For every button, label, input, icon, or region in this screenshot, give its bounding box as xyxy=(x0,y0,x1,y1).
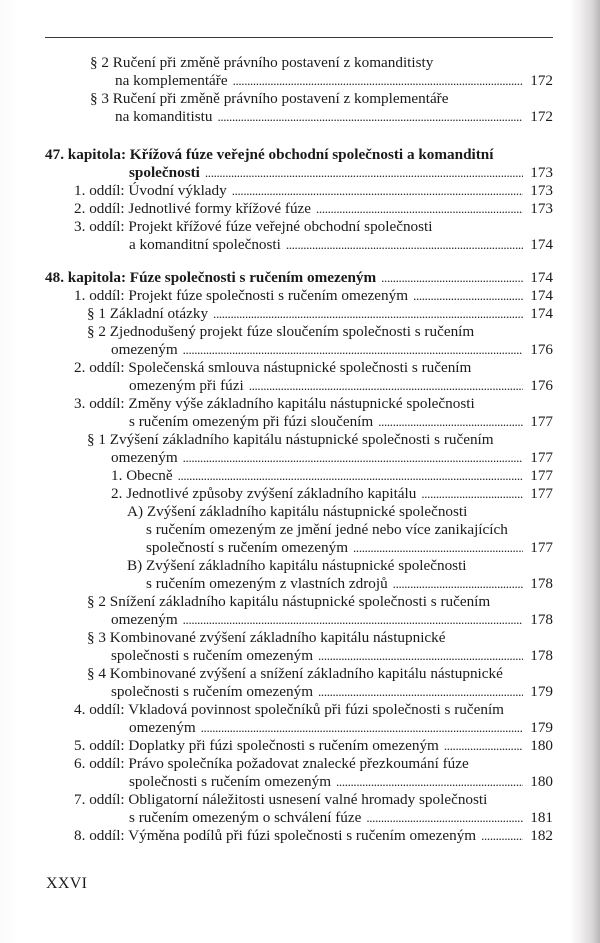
page-number: 179 xyxy=(530,683,553,700)
toc-entry: na komanditistu . . . 172 xyxy=(115,107,553,127)
toc-entry: omezeným . . . 179 xyxy=(129,718,553,738)
leader-dots xyxy=(318,682,523,702)
toc-entry: společnosti s ručením omezeným . . . 180 xyxy=(129,772,553,792)
page-number: 174 xyxy=(530,236,553,253)
page-number-roman: XXVI xyxy=(46,875,88,892)
page-number: 174 xyxy=(530,287,553,304)
toc-entry: 5. oddíl: Doplatky při fúzi společnosti s ručením omezeným . . . 180 xyxy=(74,736,553,756)
header-rule xyxy=(45,37,553,38)
page-number: 174 xyxy=(530,269,553,286)
leader-dots xyxy=(178,466,523,486)
page-number: 181 xyxy=(530,809,553,826)
toc-entry: § 3 Kombinované zvýšení základního kapitálu nástupnické xyxy=(87,629,446,646)
toc-entry: 1. oddíl: Úvodní výklady . . . 173 xyxy=(74,181,553,201)
page-number: 173 xyxy=(530,182,553,199)
page-number: 178 xyxy=(530,647,553,664)
toc-chapter: 47. kapitola: Křížová fúze veřejné obchodní společnosti a komanditní xyxy=(45,146,494,163)
leader-dots xyxy=(205,163,523,183)
leader-dots xyxy=(249,376,523,396)
toc-entry: 3. oddíl: Projekt křížové fúze veřejné obchodní společnosti xyxy=(74,218,433,235)
toc-entry: § 2 Zjednodušený projekt fúze sloučením společnosti s ručením xyxy=(87,323,475,340)
leader-dots xyxy=(421,484,523,504)
toc-entry: 2. Jednotlivé způsoby zvýšení základního kapitálu . . . 177 xyxy=(111,484,553,504)
page-number: 177 xyxy=(530,467,553,484)
toc-entry: § 1 Zvýšení základního kapitálu nástupnické společnosti s ručením xyxy=(87,431,494,448)
leader-dots xyxy=(444,736,523,756)
toc-entry: 3. oddíl: Změny výše základního kapitálu nástupnické společnosti xyxy=(74,395,475,412)
leader-dots xyxy=(318,646,523,666)
toc-entry: A) Zvýšení základního kapitálu nástupnické společnosti xyxy=(127,503,468,520)
leader-dots xyxy=(183,448,523,468)
page-number: 178 xyxy=(530,611,553,628)
leader-dots xyxy=(233,71,523,91)
leader-dots xyxy=(286,235,523,255)
leader-dots xyxy=(393,574,523,594)
toc-entry: 2. oddíl: Jednotlivé formy křížové fúze . . . 173 xyxy=(74,199,553,219)
toc-entry: 8. oddíl: Výměna podílů při fúzi společnosti s ručením omezeným . . . 182 xyxy=(74,826,553,846)
page-number: 176 xyxy=(530,377,553,394)
page-number: 173 xyxy=(530,200,553,217)
leader-dots xyxy=(183,340,523,360)
toc-entry: § 4 Kombinované zvýšení a snížení základního kapitálu nástupnické xyxy=(87,665,503,682)
toc-entry: omezeným . . . 177 xyxy=(111,448,553,468)
leader-dots xyxy=(183,610,523,630)
page-number: 177 xyxy=(530,485,553,502)
leader-dots xyxy=(316,199,523,219)
toc-entry: a komanditní společnosti . . . 174 xyxy=(129,235,553,255)
toc-entry: 2. oddíl: Společenská smlouva nástupnické společnosti s ručením xyxy=(74,359,472,376)
toc-entry: společností s ručením omezeným . . . 177 xyxy=(146,538,553,558)
toc-entry: 1. oddíl: Projekt fúze společnosti s ručením omezeným . . . 174 xyxy=(74,286,553,306)
toc-entry: omezeným . . . 178 xyxy=(111,610,553,630)
page-number: 176 xyxy=(530,341,553,358)
page-number: 180 xyxy=(530,773,553,790)
toc-entry: § 3 Ručení při změně právního postavení z komplementáře xyxy=(90,90,449,107)
toc-entry: s ručením omezeným ze jmění jedné nebo více zanikajících xyxy=(146,521,508,538)
toc-entry: s ručením omezeným při fúzi sloučením . . . 177 xyxy=(129,412,553,432)
page-number: 172 xyxy=(530,72,553,89)
page-number: 179 xyxy=(530,719,553,736)
leader-dots xyxy=(481,826,523,846)
page-number: 172 xyxy=(530,108,553,125)
leader-dots xyxy=(381,268,523,288)
page-number: 177 xyxy=(530,539,553,556)
toc-entry: s ručením omezeným z vlastních zdrojů . . . 178 xyxy=(146,574,553,594)
page-number: 173 xyxy=(530,164,553,181)
toc-entry: § 1 Základní otázky . . . 174 xyxy=(87,304,553,324)
leader-dots xyxy=(201,718,523,738)
toc-entry: 4. oddíl: Vkladová povinnost společníků při fúzi společnosti s ručením xyxy=(74,701,504,718)
page-number: 180 xyxy=(530,737,553,754)
toc-entry: společnosti . . . 173 xyxy=(129,163,553,183)
toc-entry: 6. oddíl: Právo společníka požadovat znalecké přezkoumání fúze xyxy=(74,755,469,772)
toc-entry: 7. oddíl: Obligatorní náležitosti usnesení valné hromady společnosti xyxy=(74,791,488,808)
toc-entry: 1. Obecně . . . 177 xyxy=(111,466,553,486)
toc-entry: § 2 Snížení základního kapitálu nástupnické společnosti s ručením xyxy=(87,593,491,610)
toc-entry: omezeným při fúzi . . . 176 xyxy=(129,376,553,396)
toc-entry: s ručením omezeným o schválení fúze . . . 181 xyxy=(129,808,553,828)
toc-entry: B) Zvýšení základního kapitálu nástupnické společnosti xyxy=(127,557,467,574)
leader-dots xyxy=(232,181,523,201)
toc-chapter: 48. kapitola: Fúze společnosti s ručením omezeným . . . 174 xyxy=(45,268,553,288)
page-number: 178 xyxy=(530,575,553,592)
toc-entry: omezeným . . . 176 xyxy=(111,340,553,360)
toc-entry: společnosti s ručením omezeným . . . 178 xyxy=(111,646,553,666)
page-number: 177 xyxy=(530,413,553,430)
leader-dots xyxy=(353,538,523,558)
toc-entry: § 2 Ručení při změně právního postavení z komanditisty xyxy=(90,54,434,71)
leader-dots xyxy=(413,286,523,306)
toc-entry: na komplementáře . . . 172 xyxy=(115,71,553,91)
leader-dots xyxy=(366,808,523,828)
page-number: 182 xyxy=(530,827,553,844)
leader-dots xyxy=(378,412,523,432)
page-number: 174 xyxy=(530,305,553,322)
leader-dots xyxy=(213,304,523,324)
page-number: 177 xyxy=(530,449,553,466)
leader-dots xyxy=(217,107,523,127)
toc-entry: společnosti s ručením omezeným . . . 179 xyxy=(111,682,553,702)
leader-dots xyxy=(336,772,523,792)
